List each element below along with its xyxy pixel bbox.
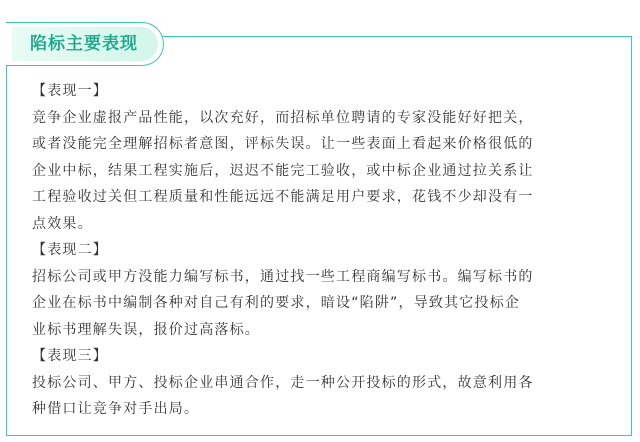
section-heading-3: 【表现三】 [32,348,108,364]
section-3-line: 投标公司、甲方、投标企业串通合作，走一种公开投标的形式，故意利用各 [32,374,534,391]
section-1-line: 或者没能完全理解招标者意图，评标失误。让一些表面上看起来价格很低的 [32,136,534,152]
title-tab [6,22,164,66]
section-1-line: 工程验收过关但工程质量和性能远远不能满足用户要求，花钱不少却没有一 [32,189,534,205]
section-3-line: 种借口让竞争对手出局。 [32,401,200,417]
section-1-line: 点效果。 [32,215,93,232]
section-heading-1: 【表现一】 [32,83,108,99]
section-2-line: 业标书理解失误，报价过高落标。 [32,321,260,338]
section-heading-2: 【表现二】 [32,242,108,258]
section-1-line: 竞争企业虚报产品性能，以次充好，而招标单位聘请的专家没能好好把关， [32,109,534,126]
section-2-line: 招标公司或甲方没能力编写标书，通过找一些工程商编写标书。编写标书的 [32,268,534,285]
section-1-line: 企业中标，结果工程实施后，迟迟不能完工验收，或中标企业通过拉关系让 [32,162,534,179]
content-body [32,78,612,423]
section-2-line: 企业在标书中编制各种对自己有利的要求，暗设“陷阱”，导致其它投标企 [32,295,521,311]
page-title: 陷标主要表现 [12,27,158,61]
